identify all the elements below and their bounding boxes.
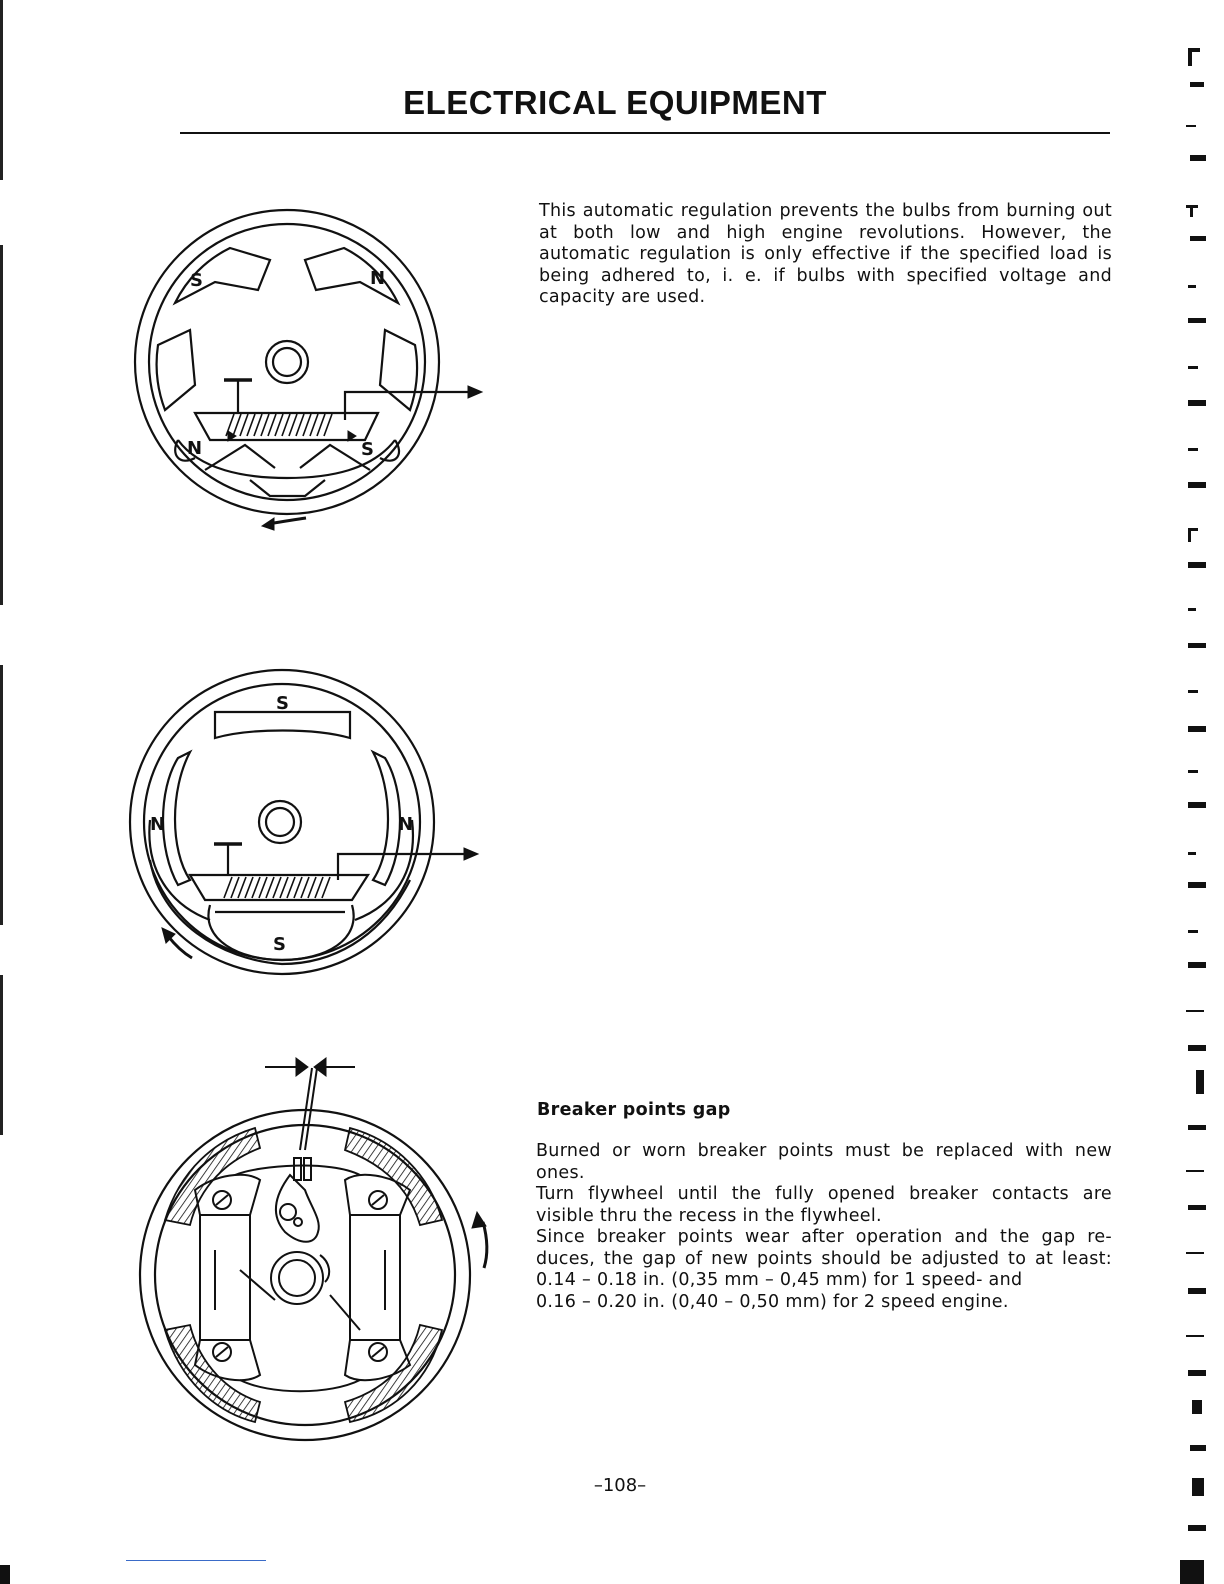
scan-corner-mark <box>0 1565 10 1584</box>
scan-edge-artifacts <box>1180 0 1224 1584</box>
breaker-paragraph <box>536 1141 1112 1313</box>
paragraph-line: duces, the gap of new points should be adjusted to at least: <box>536 1248 1112 1269</box>
scan-margin-mark <box>0 665 3 925</box>
section-heading: Breaker points gap <box>537 1100 731 1120</box>
paragraph-line: Burned or worn breaker points must be replaced with new <box>536 1141 1112 1161</box>
pole-label-n: N <box>187 438 203 459</box>
intro-paragraph: This automatic regulation prevents the bulbs from burning out at both low and high engine revolutions. However, the automatic regulation is only effective if the specified load is being adhered to, i. e. if bulbs with specified voltage and capacity are used. <box>539 201 1112 307</box>
page-title: ELECTRICAL EQUIPMENT <box>403 84 827 121</box>
paragraph-line: Turn flywheel until the fully opened breaker contacts are <box>536 1184 1112 1204</box>
paragraph-line: Since breaker points wear after operation and the gap re- <box>536 1227 1112 1247</box>
flywheel-diagram-2 <box>130 665 490 975</box>
flywheel-diagram-1 <box>130 205 490 535</box>
scan-blue-line <box>126 1560 266 1561</box>
paragraph-line: visible thru the recess in the flywheel. <box>536 1205 882 1226</box>
pole-label-s: S <box>276 693 289 714</box>
paragraph-line: ones. <box>536 1162 585 1183</box>
pole-label-n: N <box>370 268 386 289</box>
breaker-points-diagram <box>140 1040 500 1460</box>
title-rule <box>180 132 1110 134</box>
pole-label-n: N <box>398 814 414 835</box>
scan-margin-mark <box>0 245 3 605</box>
pole-label-n: N <box>150 814 166 835</box>
page-number: –108– <box>593 1475 647 1496</box>
pole-label-s: S <box>190 270 203 291</box>
pole-label-s: S <box>273 934 286 955</box>
scan-margin-mark <box>0 975 3 1135</box>
paragraph-line: 0.14 – 0.18 in. (0,35 mm – 0,45 mm) for 1 speed- and <box>536 1270 1023 1290</box>
pole-label-s: S <box>361 439 374 460</box>
paragraph-line: 0.16 – 0.20 in. (0,40 – 0,50 mm) for 2 speed engine. <box>536 1291 1009 1312</box>
